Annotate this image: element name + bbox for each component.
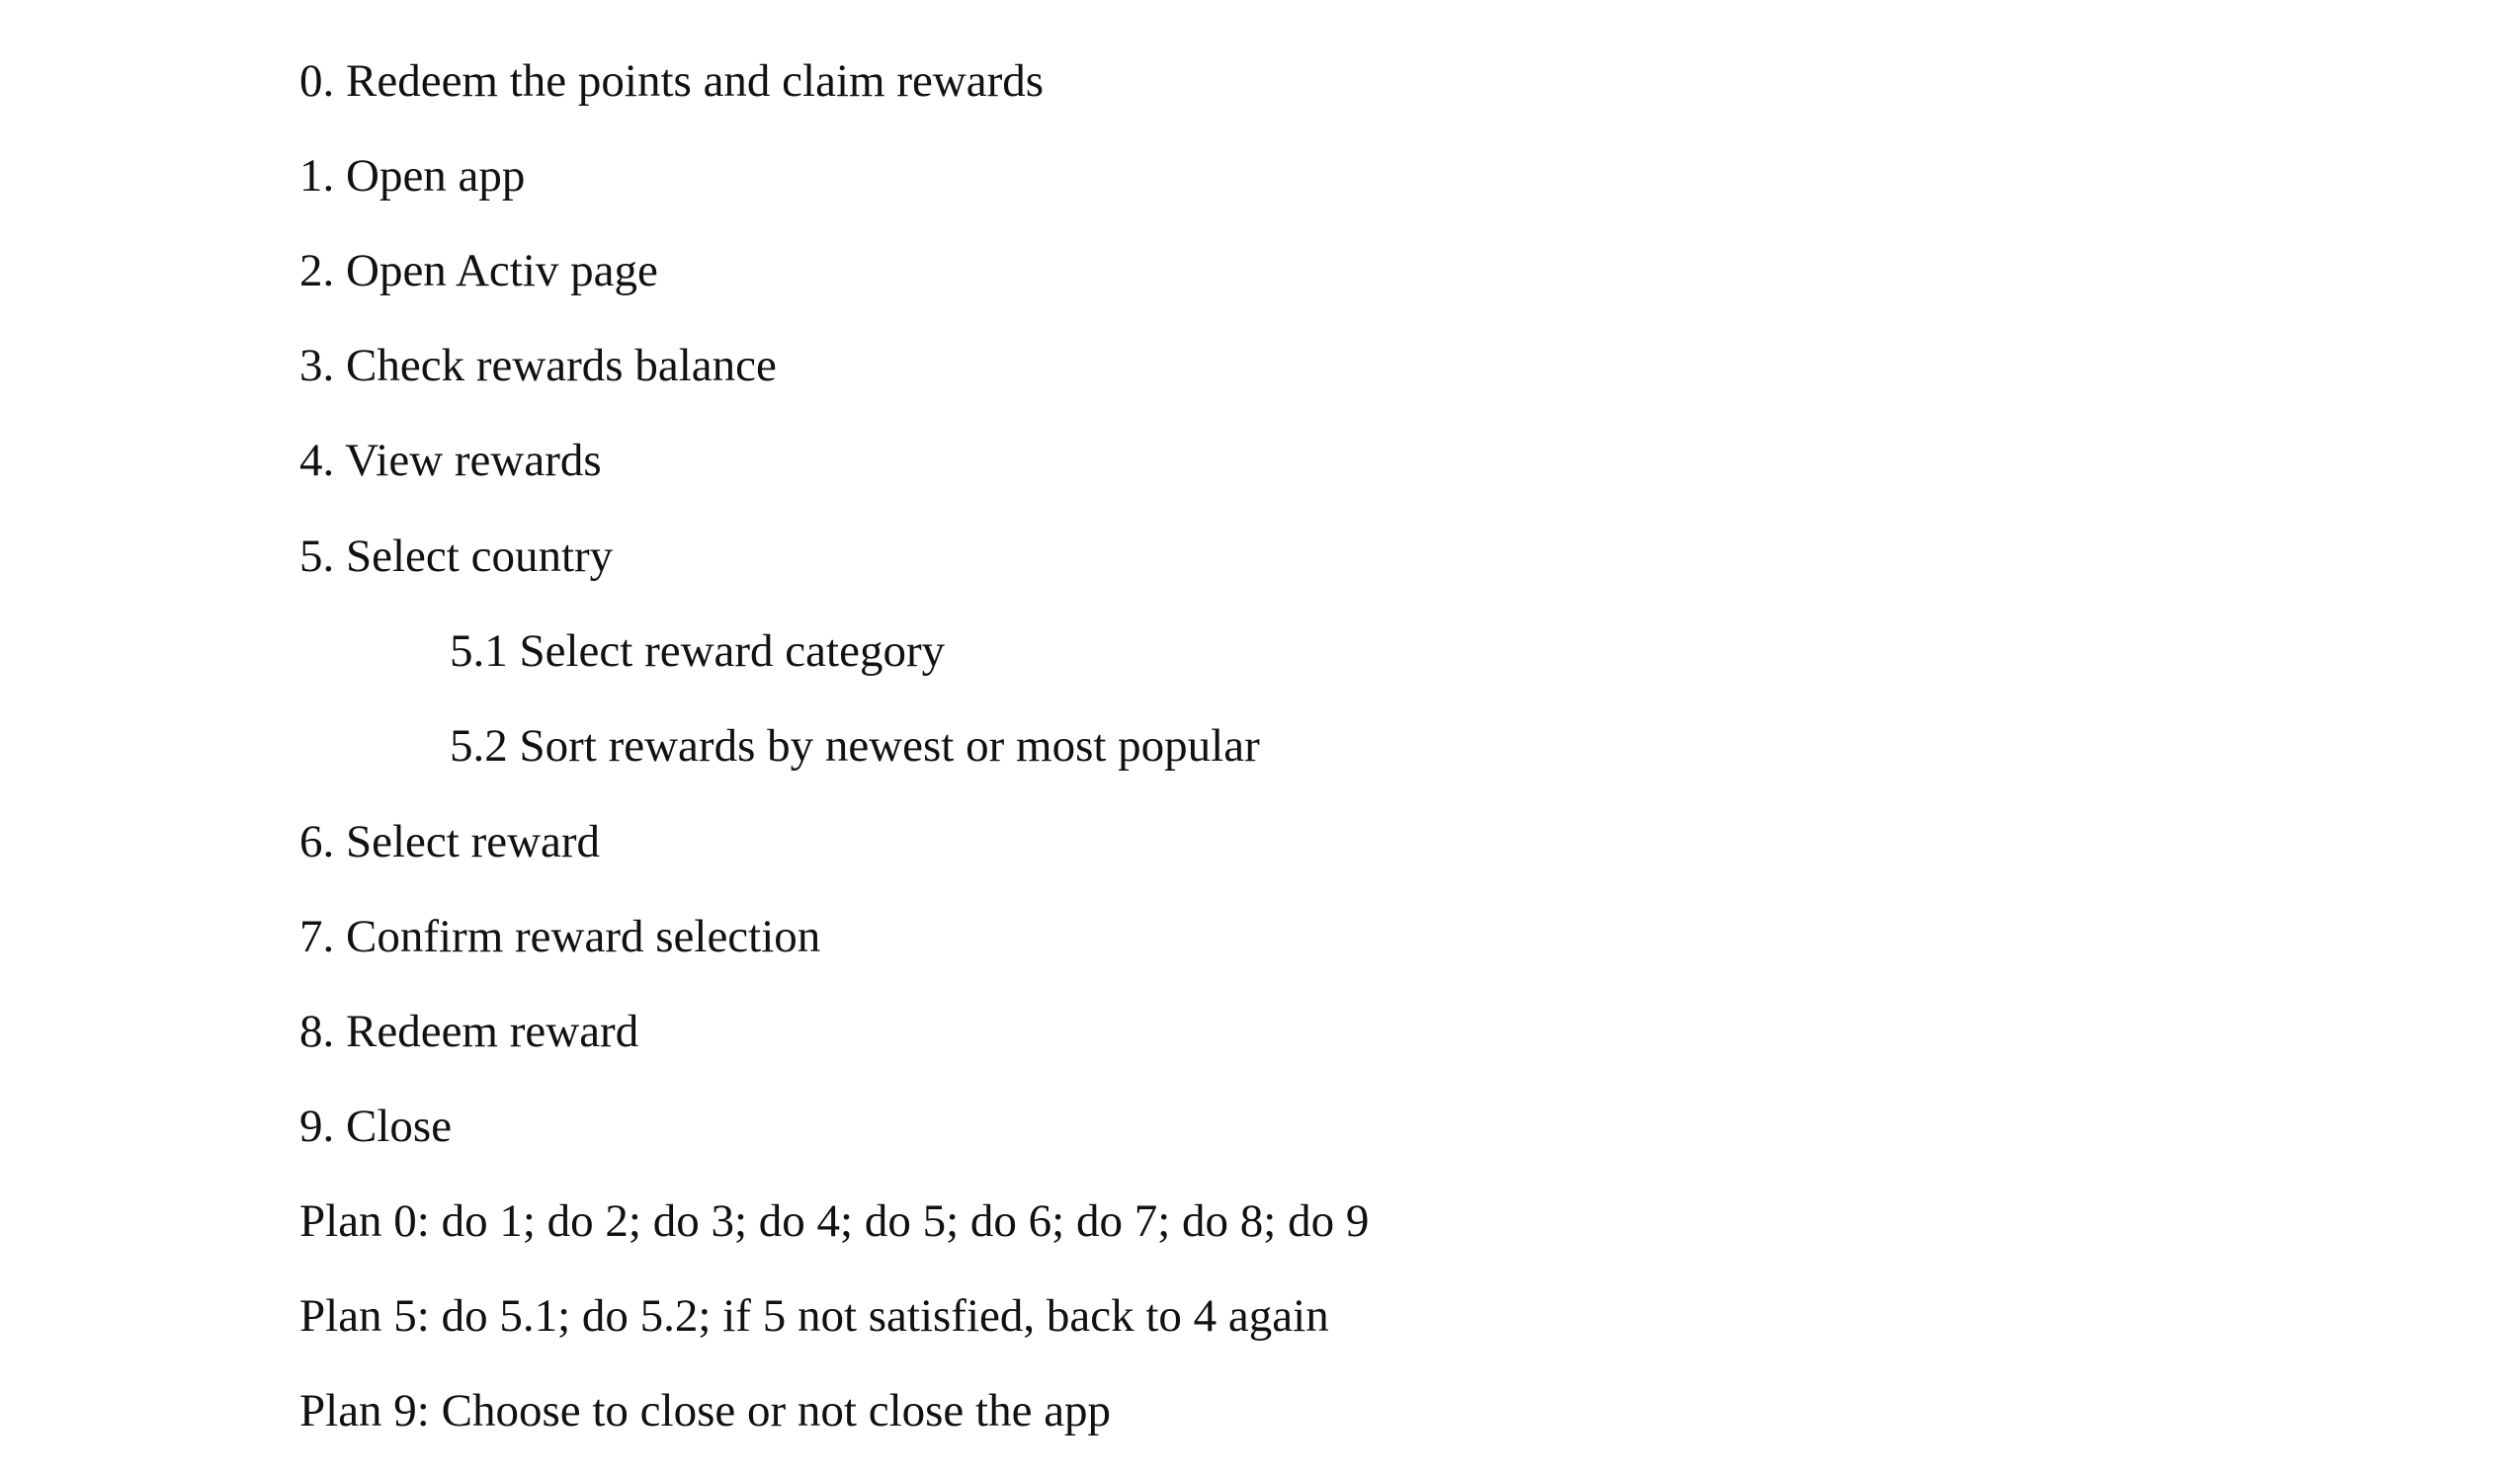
step-0-goal: 0. Redeem the points and claim rewards	[299, 55, 1045, 107]
step-3: 3. Check rewards balance	[299, 340, 777, 391]
step-7: 7. Confirm reward selection	[299, 911, 821, 962]
step-5-2: 5.2 Sort rewards by newest or most popular	[450, 720, 1260, 772]
step-9: 9. Close	[299, 1101, 453, 1152]
step-5: 5. Select country	[299, 531, 614, 582]
step-1: 1. Open app	[299, 150, 526, 202]
step-2: 2. Open Activ page	[299, 245, 658, 296]
step-8: 8. Redeem reward	[299, 1006, 639, 1057]
step-4: 4. View rewards	[299, 435, 602, 486]
plan-0: Plan 0: do 1; do 2; do 3; do 4; do 5; do 6; do 7; do 8; do 9	[299, 1195, 1370, 1247]
step-5-1: 5.1 Select reward category	[450, 625, 946, 677]
plan-5: Plan 5: do 5.1; do 5.2; if 5 not satisfied, back to 4 again	[299, 1290, 1329, 1342]
step-6: 6. Select reward	[299, 816, 601, 867]
plan-9: Plan 9: Choose to close or not close the app	[299, 1385, 1112, 1436]
